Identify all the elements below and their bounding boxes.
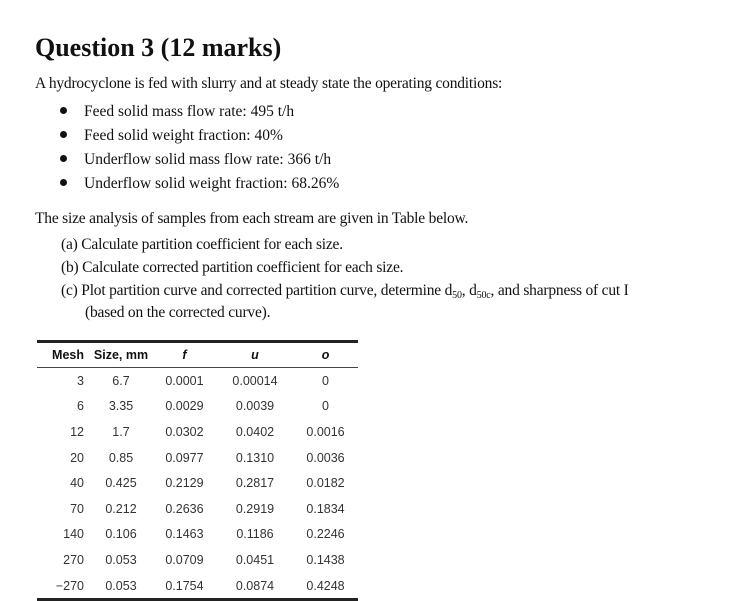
table-cell: 0.0977 bbox=[165, 450, 204, 465]
table-cell: 0.0039 bbox=[235, 399, 275, 414]
table-row bbox=[37, 547, 358, 573]
table-cell: 0.1438 bbox=[306, 552, 345, 567]
table-row bbox=[37, 394, 358, 420]
table-cell: 0.0016 bbox=[306, 424, 345, 439]
intro-text: A hydrocyclone is fed with slurry and at steady state the operating conditions: bbox=[35, 75, 503, 92]
table-cell: 0.0451 bbox=[235, 552, 275, 567]
table-cell: 0.2129 bbox=[165, 476, 204, 491]
question-title: Question 3 (12 marks) bbox=[35, 33, 282, 62]
table-cell: 0.0302 bbox=[165, 424, 204, 439]
subscript: 50c bbox=[476, 290, 491, 301]
table-cell: 140 bbox=[63, 527, 84, 542]
table-cell: 0.1754 bbox=[165, 578, 204, 593]
table-cell: 0.1463 bbox=[165, 527, 204, 542]
table-cell: 0.1834 bbox=[306, 501, 345, 516]
table-cell: 0.053 bbox=[105, 552, 137, 567]
table-cell: 0.85 bbox=[108, 450, 134, 465]
part-c-continued: (based on the corrected curve). bbox=[85, 304, 271, 321]
table-cell: 0.0874 bbox=[235, 578, 275, 593]
table-cell: 12 bbox=[70, 424, 84, 439]
table-cell: 270 bbox=[63, 552, 84, 567]
table-intro: The size analysis of samples from each stream are given in Table below. bbox=[35, 210, 469, 227]
table-cell: 0.2919 bbox=[235, 501, 275, 516]
table-cell: 0.00014 bbox=[232, 373, 278, 388]
bullet-item bbox=[60, 175, 339, 193]
table-cell: 0.0029 bbox=[165, 399, 204, 414]
table-cell: 0.0709 bbox=[165, 552, 204, 567]
part-c-text: , and sharpness of cut I bbox=[490, 282, 629, 299]
bullet-item bbox=[60, 103, 294, 121]
header-size: Size, mm bbox=[90, 342, 152, 368]
header-f: f bbox=[152, 342, 217, 368]
table-cell: 0.2246 bbox=[306, 527, 345, 542]
bullet-text: Underflow solid weight fraction: 68.26% bbox=[84, 175, 340, 192]
table-cell: 6 bbox=[77, 399, 84, 414]
bullet-text: Feed solid weight fraction: 40% bbox=[84, 127, 283, 144]
table-row bbox=[37, 470, 358, 496]
table-cell: 0.1310 bbox=[235, 450, 275, 465]
table-row bbox=[37, 368, 358, 394]
part-c-text: (c) Plot partition curve and corrected partition curve, determine d bbox=[61, 282, 453, 299]
table-cell: 0 bbox=[322, 373, 329, 388]
subscript: 50 bbox=[452, 290, 462, 301]
table-cell: 3 bbox=[77, 373, 84, 388]
table-cell: 0.0036 bbox=[306, 450, 345, 465]
table-cell: 40 bbox=[70, 476, 84, 491]
table-row bbox=[37, 522, 358, 548]
header-o: o bbox=[293, 342, 358, 368]
bullet-item bbox=[60, 127, 283, 145]
bullet-icon bbox=[60, 179, 67, 186]
table-cell: 0 bbox=[322, 399, 329, 414]
table-cell: 3.35 bbox=[108, 399, 134, 414]
part-c-text: , d bbox=[461, 282, 477, 299]
bullet-icon bbox=[60, 107, 67, 114]
table-cell: 6.7 bbox=[112, 373, 130, 388]
table-cell: 70 bbox=[70, 501, 84, 516]
table-row bbox=[37, 496, 358, 522]
size-analysis-table bbox=[37, 340, 358, 601]
table-cell: 0.2636 bbox=[165, 501, 204, 516]
bullet-text: Feed solid mass flow rate: 495 t/h bbox=[84, 103, 295, 120]
table-cell: 0.106 bbox=[105, 527, 137, 542]
table-cell: 1.7 bbox=[112, 424, 130, 439]
bullet-icon bbox=[60, 155, 67, 162]
bullet-item bbox=[60, 151, 331, 169]
table-cell: 0.2817 bbox=[235, 476, 275, 491]
table-cell: 0.053 bbox=[105, 578, 137, 593]
table-cell: 0.4248 bbox=[306, 578, 345, 593]
part-c bbox=[61, 282, 629, 301]
table-row bbox=[37, 419, 358, 445]
table-header-row bbox=[37, 342, 358, 368]
table-cell: −270 bbox=[55, 578, 84, 593]
table-cell: 20 bbox=[70, 450, 84, 465]
bullet-icon bbox=[60, 131, 67, 138]
header-u: u bbox=[217, 342, 293, 368]
table-cell: 0.0402 bbox=[235, 424, 275, 439]
table-row bbox=[37, 445, 358, 471]
part-b: (b) Calculate corrected partition coefficient for each size. bbox=[61, 259, 404, 276]
part-a: (a) Calculate partition coefficient for each size. bbox=[61, 236, 343, 253]
table-cell: 0.425 bbox=[105, 476, 137, 491]
table-cell: 0.1186 bbox=[236, 527, 274, 542]
table-cell: 0.0182 bbox=[306, 476, 345, 491]
table-cell: 0.0001 bbox=[165, 373, 204, 388]
bullet-text: Underflow solid mass flow rate: 366 t/h bbox=[84, 151, 332, 168]
header-mesh: Mesh bbox=[37, 342, 90, 368]
table-cell: 0.212 bbox=[105, 501, 137, 516]
